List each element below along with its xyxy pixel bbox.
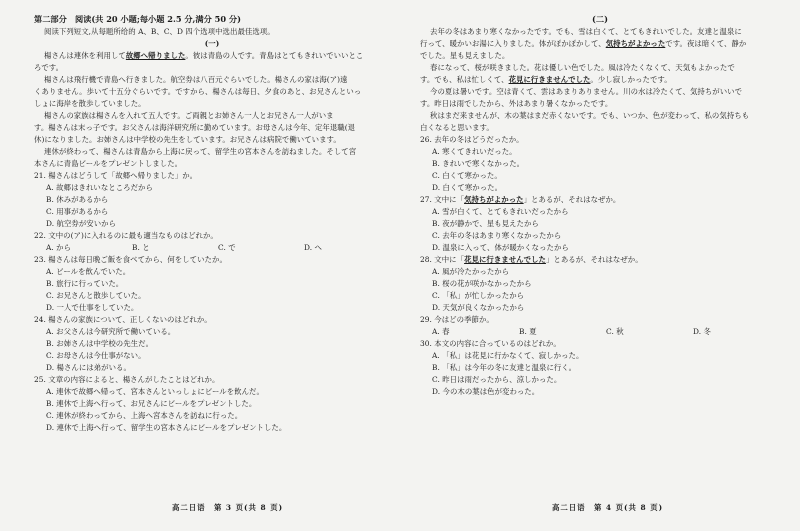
question-24: [34, 314, 390, 374]
option-d[interactable]: D. 航空券が安いから: [46, 219, 117, 228]
option-c[interactable]: C. 去年の冬はあまり寒くなかったから: [432, 231, 562, 240]
page-footer-right: 高二日语 第 4 页(共 8 页): [552, 503, 664, 512]
question-30: [420, 338, 780, 398]
option-d[interactable]: D. 温泉に入って、体が暖かくなったから: [432, 243, 569, 252]
question-23: [34, 254, 390, 314]
option-row: [34, 242, 390, 254]
option-b[interactable]: B. 休みがあるから: [46, 195, 109, 204]
option-d[interactable]: D. 楊さんには弟がいる。: [46, 363, 131, 372]
passage-line: 今の夏は暑いです。空は青くて、雲はあまりありません。川の水は冷たくて、気持ちがいいで: [430, 87, 743, 96]
passage-line: しょに海岸を散歩していました。: [34, 99, 146, 108]
passage-2: [420, 26, 780, 134]
option-a[interactable]: A. 春: [432, 327, 450, 336]
part-heading: 第二部分 阅读(共 20 小题;每小题 2.5 分,满分 50 分): [34, 14, 241, 24]
question-stem: 26. 去年の冬はどうだったか。: [420, 135, 524, 144]
question-25: [34, 374, 390, 434]
option-c[interactable]: C. 秋: [606, 327, 624, 336]
question-27: [420, 194, 780, 254]
option-c[interactable]: C. お兄さんと散歩していた。: [46, 291, 146, 300]
question-21: [34, 170, 390, 230]
passage-line: す。昨日は雨でしたから、外はあまり暑くなかったです。: [420, 99, 613, 108]
option-b[interactable]: B. 夏: [519, 327, 537, 336]
passage-line: す。でも、私は忙しくて、花見に行きませんでした。少し寂しかったです。: [420, 75, 672, 84]
option-b[interactable]: B. お姉さんは中学校の先生だ。: [46, 339, 154, 348]
question-stem: 21. 楊さんはどうして「故郷へ帰りました」か。: [34, 171, 198, 180]
instruction-text: 阅读下列短文,从每题所给的 A、B、C、D 四个选项中选出最佳选项。: [44, 27, 275, 36]
option-a[interactable]: A. から: [46, 243, 72, 252]
option-d[interactable]: D. へ: [304, 243, 322, 252]
option-d[interactable]: D. 冬: [693, 327, 711, 336]
option-b[interactable]: B. 桜の花が咲かなかったから: [432, 279, 532, 288]
passage-line: 白くなると思います。: [420, 123, 494, 132]
option-a[interactable]: A. お父さんは今研究所で働いている。: [46, 327, 176, 336]
question-stem: 27. 文中に「気持ちがよかった」とあるが、それはなぜか。: [420, 195, 621, 204]
right-page: [420, 12, 780, 398]
section-mark-1: (一): [204, 39, 220, 48]
question-stem: 22. 文中の(ア)に入れるのに最も適当なものはどれか。: [34, 231, 218, 240]
passage-line: 楊さんは連休を利用して故郷へ帰りました。彼は青島の人です。青島はとてもきれいでいいとこ: [44, 51, 364, 60]
option-a[interactable]: A. 雪が白くて、とてもきれいだったから: [432, 207, 569, 216]
option-d[interactable]: D. 一人で仕事をしていた。: [46, 303, 139, 312]
question-stem: 24. 楊さんの家族について、正しくないのはどれか。: [34, 315, 212, 324]
option-d[interactable]: D. 連休で上海へ行って、留学生の宮本さんにビールをプレゼントした。: [46, 423, 287, 432]
option-a[interactable]: A. 故郷はきれいなところだから: [46, 183, 153, 192]
option-d[interactable]: D. 今の木の葉は色が変わった。: [432, 387, 540, 396]
option-b[interactable]: B. 旅行に行っていた。: [46, 279, 124, 288]
option-d[interactable]: D. 天気が良くなかったから: [432, 303, 525, 312]
passage-line: す。楊さんは末っ子です。お父さんは海洋研究所に勤めています。お母さんは今年、定年退職(退: [34, 123, 356, 132]
question-stem: 28. 文中に「花見に行きませんでした」とあるが、それはなぜか。: [420, 255, 643, 264]
passage-line: 去年の冬はあまり寒くなかったです。でも、雪は白くて、とてもきれいでした。友達と温泉に: [430, 27, 742, 36]
passage-line: ろです。: [34, 63, 64, 72]
option-b[interactable]: B. と: [132, 243, 150, 252]
passage-line: くありません。歩いて十五分ぐらいです。ですから、楊さんは毎日、夕食のあと、お兄さんといっ: [34, 87, 362, 96]
question-22: [34, 230, 390, 254]
option-c[interactable]: C. 用事があるから: [46, 207, 109, 216]
question-stem: 25. 文章の内容によると、楊さんがしたことはどれか。: [34, 375, 220, 384]
passage-line: 秋はまだ来ませんが、木の葉はまだ赤くないです。でも、いつか、色が変わって、私の気持ちも: [430, 111, 750, 120]
option-a[interactable]: A. 「私」は花見に行かなくて、寂しかった。: [432, 351, 584, 360]
question-26: [420, 134, 780, 194]
passage-line: 休)になりました。お姉さんは中学校の先生をしています。お兄さんは病院で働いています。: [34, 135, 341, 144]
question-stem: 23. 楊さんは毎日晩ご飯を食べてから、何をしていたか。: [34, 255, 227, 264]
option-d[interactable]: D. 白くて寒かった。: [432, 183, 503, 192]
passage-line: 春になって、桜が咲きました。花は優しい色でした。風は冷たくなくて、天気もよかったで: [430, 63, 735, 72]
section-mark-2: (二): [592, 14, 608, 24]
option-a[interactable]: A. ビールを飲んでいた。: [46, 267, 131, 276]
passage-line: 楊さんは飛行機で青島へ行きました。航空券は八百元ぐらいでした。楊さんの家は海(ア)遠: [44, 75, 348, 84]
option-a[interactable]: A. 風が冷たかったから: [432, 267, 510, 276]
option-c[interactable]: C. 「私」が忙しかったから: [432, 291, 525, 300]
page-footer-left: 高二日语 第 3 页(共 8 页): [172, 503, 284, 512]
option-c[interactable]: C. 昨日は雨だったから、涼しかった。: [432, 375, 562, 384]
option-a[interactable]: A. 連休で故郷へ帰って、宮本さんといっしょにビールを飲んだ。: [46, 387, 264, 396]
passage-line: 行って、暖かいお湯に入りました。体がぽかぽかして、気持ちがよかったです。夜は暗くて、静か: [420, 39, 747, 48]
question-stem: 30. 本文の内容に合っているのはどれか。: [420, 339, 561, 348]
left-page: [34, 12, 390, 434]
option-b[interactable]: B. きれいで寒くなかった。: [432, 159, 525, 168]
option-b[interactable]: B. 夜が静かで、星も見えたから: [432, 219, 539, 228]
question-stem: 29. 今はどの季節か。: [420, 315, 494, 324]
question-29: [420, 314, 780, 338]
passage-line: でした。星も見えました。: [420, 51, 510, 60]
passage-line: 本さんに青島ビールをプレゼントしました。: [34, 159, 183, 168]
passage-line: 連休が終わって、楊さんは青島から上海に戻って、留学生の宮本さんを訪ねました。そして宮: [44, 147, 357, 156]
option-c[interactable]: C. で: [218, 243, 236, 252]
option-b[interactable]: B. 「私」は今年の冬に友達と温泉に行く。: [432, 363, 577, 372]
passage-line: 楊さんの家族は楊さんを入れて五人です。ご両親とお姉さん一人とお兄さん一人がいま: [44, 111, 334, 120]
option-a[interactable]: A. 寒くてきれいだった。: [432, 147, 517, 156]
option-c[interactable]: C. 白くて寒かった。: [432, 171, 502, 180]
question-28: [420, 254, 780, 314]
option-row: [420, 326, 780, 338]
option-c[interactable]: C. お母さんは今仕事がない。: [46, 351, 146, 360]
option-b[interactable]: B. 連休で上海へ行って、お兄さんにビールをプレゼントした。: [46, 399, 257, 408]
passage-1: [34, 50, 390, 170]
option-c[interactable]: C. 連休が終わってから、上海へ宮本さんを訪ねに行った。: [46, 411, 243, 420]
